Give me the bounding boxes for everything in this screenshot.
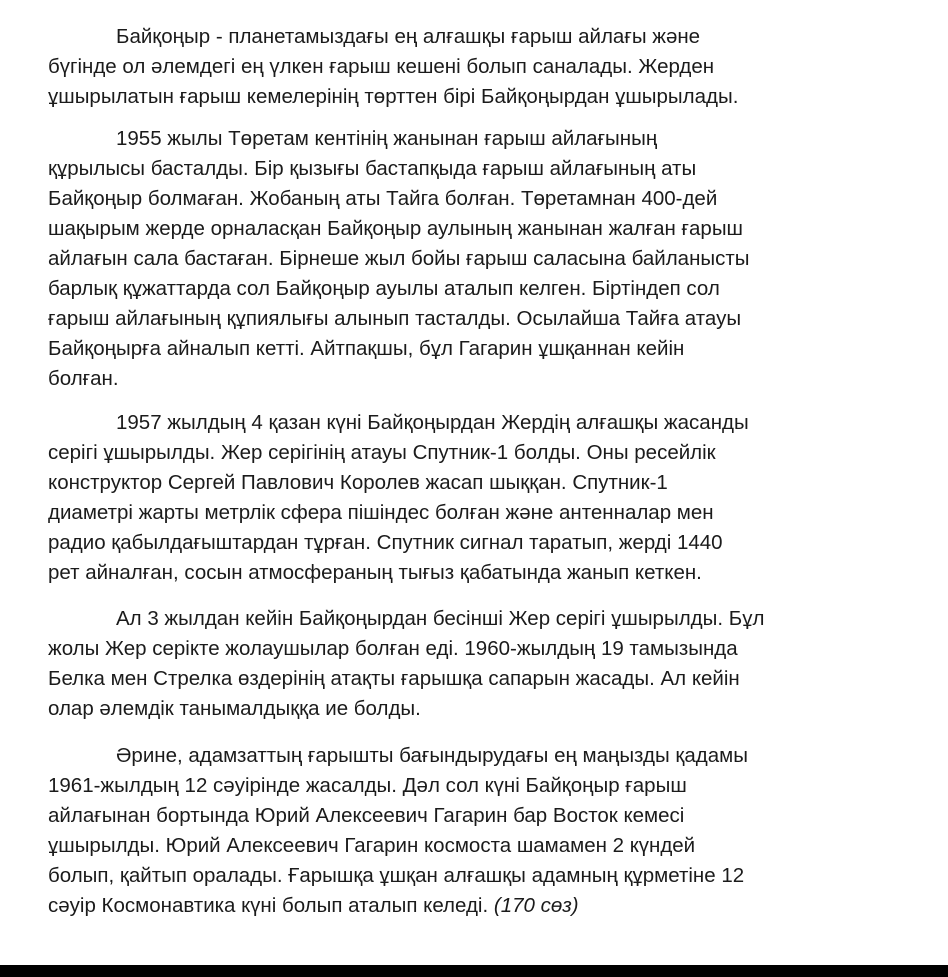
text-line: ұшырылды. Юрий Алексеевич Гагарин космоста шамамен 2 күндей [48,834,696,857]
text-line: Әрине, адамзаттың ғарышты бағындырудағы ең маңызды қадамы [116,744,748,767]
text-line: ұшырылатын ғарыш кемелерінің төрттен бірі Байқоңырдан ұшырылады. [48,85,739,108]
text-line: айлағынан бортында Юрий Алексеевич Гагарин бар Восток кемесі [48,804,685,827]
word-count-note: (170 сөз) [493,894,579,917]
text-line: бүгінде ол әлемдегі ең үлкен ғарыш кешені болып саналады. Жерден [48,55,715,78]
text-line: болған. [48,367,119,390]
text-line [48,891,908,921]
text-line: айлағын сала бастаған. Бірнеше жыл бойы ғарыш саласына байланысты [48,247,750,270]
text-line: 1957 жылдың 4 қазан күні Байқоңырдан Жердің алғашқы жасанды [116,411,749,434]
text-line: жолы Жер серікте жолаушылар болған еді. 1960-жылдың 19 тамызында [48,637,738,660]
text-line-content: сәуір Космонавтика күні болып аталып келеді. [48,894,489,917]
text-line: 1961-жылдың 12 сәуірінде жасалды. Дәл сол күні Байқоңыр ғарыш [48,774,687,797]
text-line: рет айналған, сосын атмосфераның тығыз қабатында жанып кеткен. [48,561,702,584]
text-line: радио қабылдағыштардан тұрған. Спутник сигнал таратып, жерді 1440 [48,531,723,554]
paragraph-3 [48,408,908,588]
text-line: болып, қайтып оралады. Ғарышқа ұшқан алғашқы адамның құрметіне 12 [48,864,745,887]
text-line: шақырым жерде орналасқан Байқоңыр аулының жанынан жалған ғарыш [48,217,744,240]
text-line: Байқоңыр болмаған. Жобаның аты Тайга болған. Төретамнан 400-дей [48,187,718,210]
text-line: Байқоңыр - планетамыздағы ең алғашқы ғарыш айлағы және [116,25,701,48]
paragraph-4 [48,604,908,724]
text-line: құрылысы басталды. Бір қызығы бастапқыда ғарыш айлағының аты [48,157,697,180]
text-line: конструктор Сергей Павлович Королев жасап шыққан. Спутник-1 [48,471,668,494]
text-line: Ал 3 жылдан кейін Байқоңырдан бесінші Жер серігі ұшырылды. Бұл [116,607,765,630]
paragraph-5 [48,741,908,921]
text-line: олар әлемдік танымалдыққа ие болды. [48,697,421,720]
text-line: Байқоңырға айналып кетті. Айтпақшы, бұл Гагарин ұшқаннан кейін [48,337,685,360]
text-line: Белка мен Стрелка өздерінің атақты ғарышқа сапарын жасады. Ал кейін [48,667,740,690]
text-line: барлық құжаттарда сол Байқоңыр ауылы аталып келген. Біртіндеп сол [48,277,720,300]
paragraph-2 [48,124,908,394]
text-line: диаметрі жарты метрлік сфера пішіндес болған және антенналар мен [48,501,714,524]
bottom-edge-bar [0,965,948,977]
text-line: серігі ұшырылды. Жер серігінің атауы Спутник-1 болды. Оны ресейлік [48,441,716,464]
text-line: ғарыш айлағының құпиялығы алынып тасталды. Осылайша Тайға атауы [48,307,742,330]
paragraph-1 [48,22,908,112]
text-line: 1955 жылы Төретам кентінің жанынан ғарыш айлағының [116,127,658,150]
